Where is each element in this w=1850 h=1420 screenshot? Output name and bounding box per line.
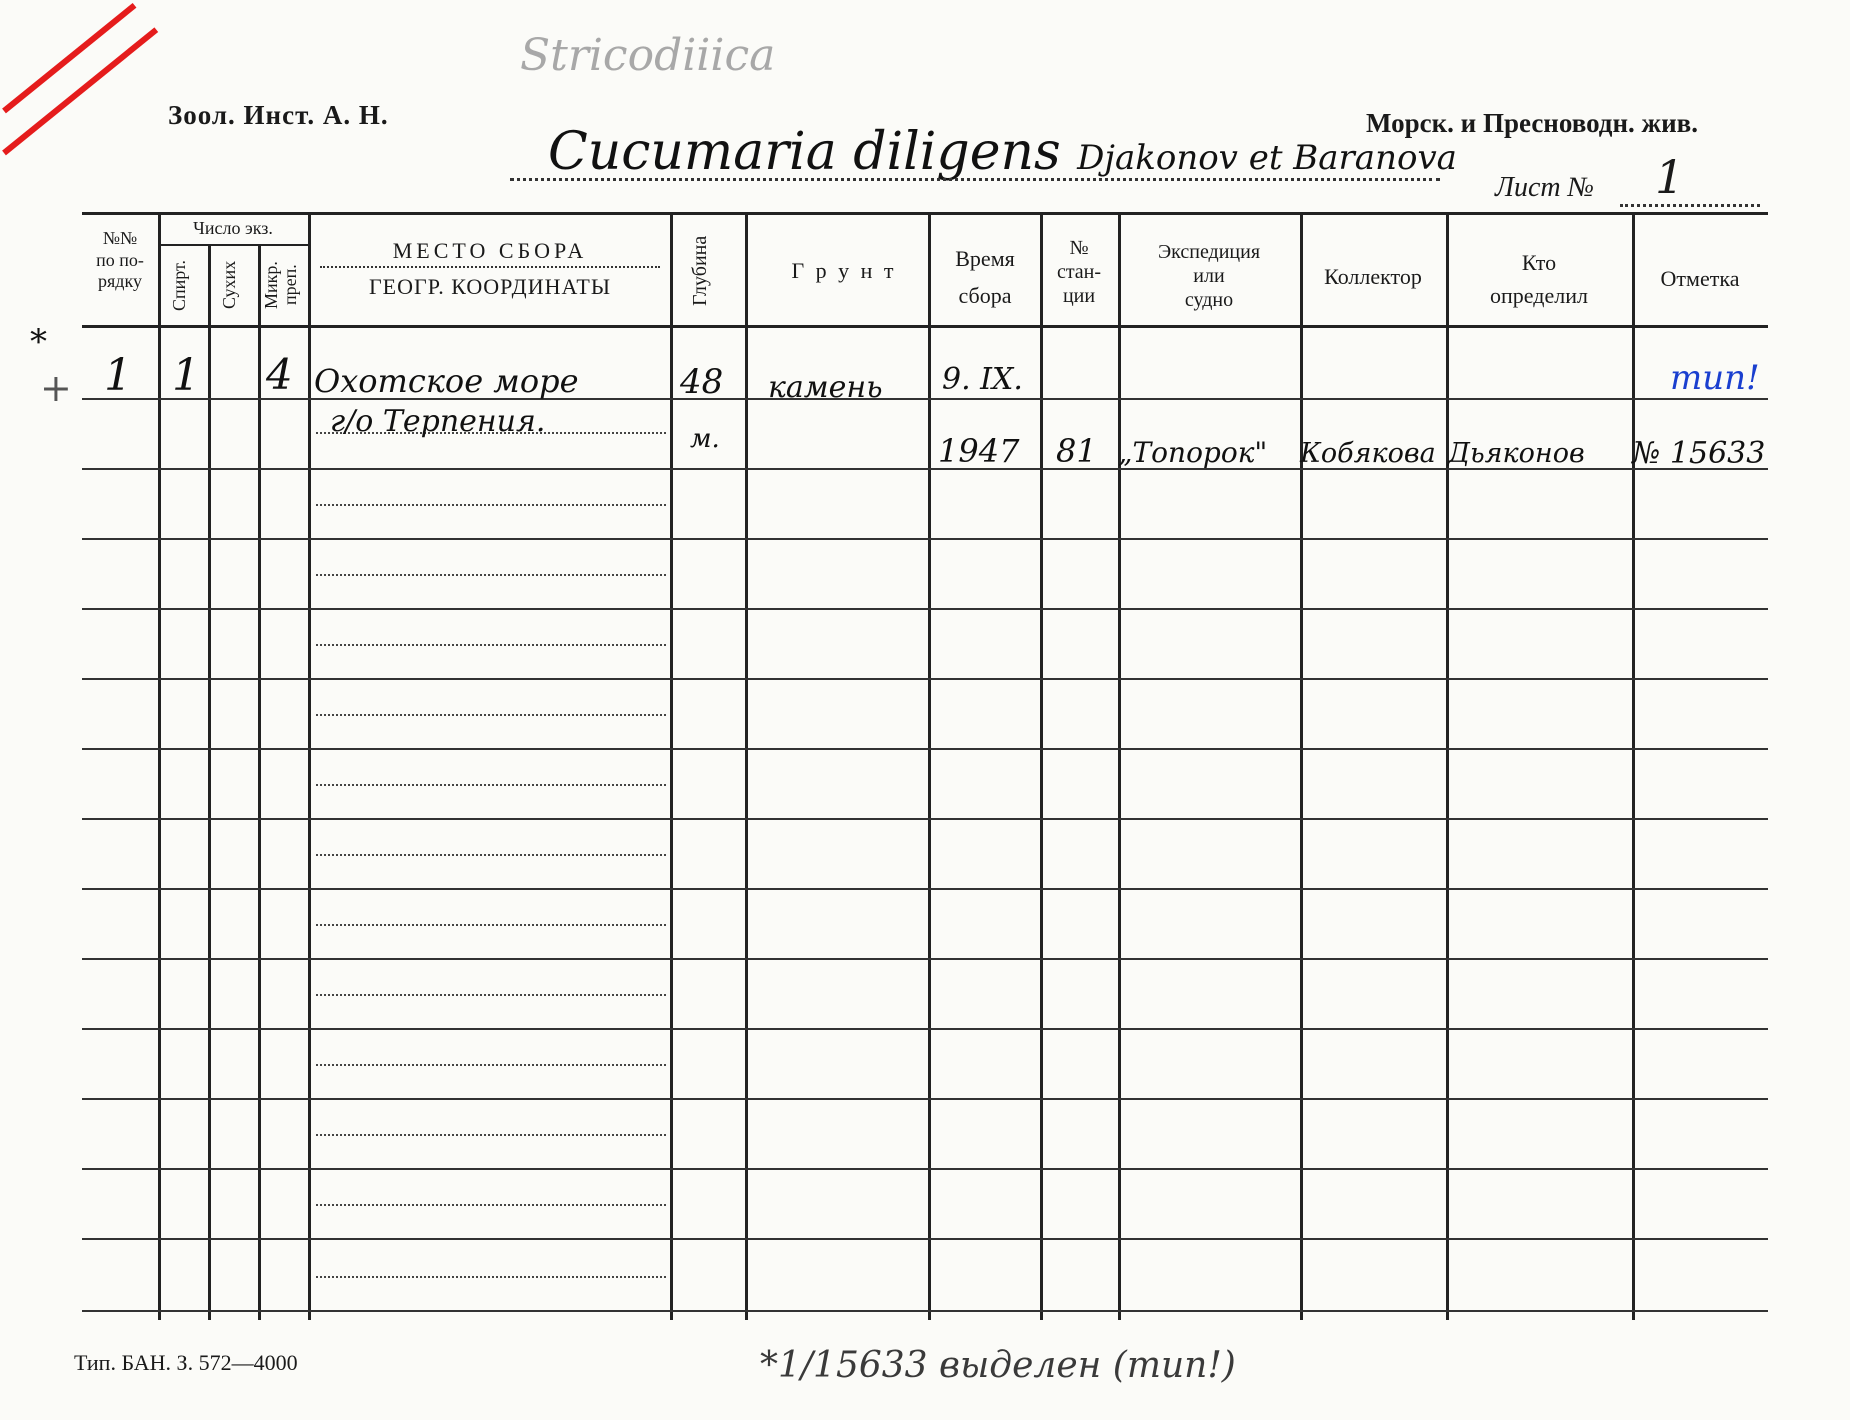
pencil-note: Stricodiiica [520,30,776,81]
column-rule [158,212,161,1320]
entry-expedition: „Топорок" [1118,436,1268,469]
entry-number: 1 [104,350,132,401]
sheet-number: 1 [1655,150,1685,204]
sheet-underline [1620,204,1760,207]
col-dry-header: Сухих [219,260,239,310]
department-label: Морск. и Пресноводн. жив. [1366,108,1698,138]
col-spirit-header: Спирт. [169,259,189,311]
institute-label: Зоол. Инст. А. Н. [168,100,389,130]
count-group-rule [158,244,308,246]
species-underline [510,178,1440,181]
entry-place-line1: Охотское море [314,362,579,400]
entry-ground: камень [768,370,883,405]
printer-imprint: Тип. БАН. З. 572—4000 [74,1350,298,1375]
table-top-rule [82,212,1768,215]
column-rule [745,212,748,1320]
column-rule [670,212,673,1320]
col-time-header: Время сбора [955,246,1015,309]
column-rule [208,244,211,1320]
column-rule [928,212,931,1320]
entry-station: 81 [1056,432,1097,470]
place-divider-rule [320,266,660,268]
column-rule [1040,212,1043,1320]
column-rule [1446,212,1449,1320]
entry-mark-number: № 15633 [1632,436,1766,471]
species-binomial: Cucumaria diligens [548,122,1061,182]
col-depth-header: Глубина [689,235,711,307]
entry-time-line1: 9. IX. [942,362,1023,397]
entry-place-line2: г/о Терпения. [330,404,546,439]
entry-depth-value: 48 [680,362,724,402]
col-collector-header: Коллектор [1324,264,1422,289]
entry-asterisk: * [30,322,47,362]
header-bottom-rule [82,325,1768,328]
entry-plus: + [40,366,72,410]
col-place-sub: ГЕОГР. КООРДИНАТЫ [368,274,612,299]
type-selected-note: *1/15633 выделен (тип!) [760,1345,1236,1386]
sheet-label: Лист № [1495,172,1595,203]
entry-identifier: Дьяконов [1448,438,1585,469]
col-expedition-header: Экспедиция или судно [1157,241,1261,311]
col-ground-header: Г р у н т [791,258,897,283]
entry-time-line2: 1947 [938,432,1020,470]
column-rule [1632,212,1635,1320]
col-place-title: МЕСТО СБОРА [392,238,588,263]
column-rule [308,212,311,1320]
column-rule [1118,212,1121,1320]
column-rule [1300,212,1303,1320]
species-authors: Djakonov et Baranova [1077,138,1457,178]
entry-collector: Кобякова [1300,438,1436,469]
col-station-header: № стан- ции [1056,237,1102,307]
entry-depth-unit: м. [690,424,720,454]
col-count-group-header: Число экз. [193,218,273,238]
col-mark-header: Отметка [1660,266,1740,291]
entry-micro-count: 4 [266,350,293,399]
entry-mark-type: тип! [1670,358,1760,398]
col-number-header: №№ по по- рядку [96,228,144,292]
entry-spirit-count: 1 [172,350,200,401]
column-rule [258,244,261,1320]
species-name [548,122,1457,182]
col-identifier-header: Кто определил [1490,250,1588,308]
col-micro-header: Микр. преп. [261,261,300,309]
